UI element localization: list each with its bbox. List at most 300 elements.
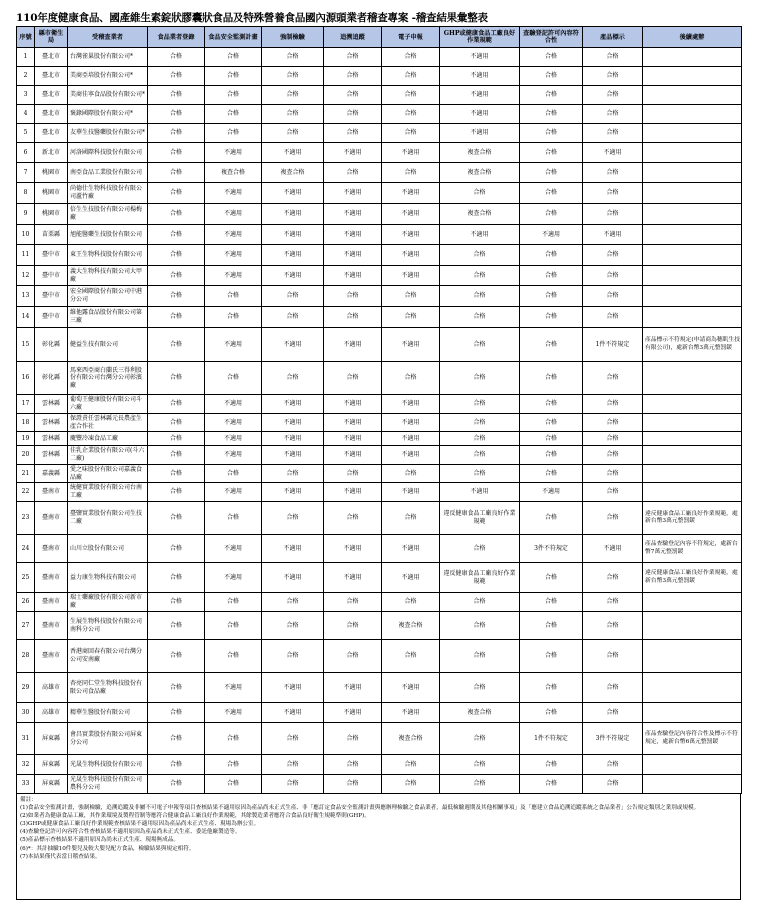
company-cell: 義大生物科技有限公司大甲廠 [68,266,148,286]
remark-cell [643,48,742,67]
city-cell: 臺中市 [35,245,68,266]
table-row [17,755,742,775]
table-row [17,225,742,245]
result-cell: 違反健康食品工廠良好作業規範 [440,563,520,593]
result-cell: 合格 [205,502,262,535]
result-cell: 合格 [583,755,643,775]
result-cell: 合格 [583,204,643,225]
result-cell: 不適用 [440,124,520,143]
company-cell: 旭能醫藥生技股份有限公司 [68,225,148,245]
remark-cell [643,432,742,446]
remark-cell [643,593,742,612]
result-cell: 不適用 [262,266,324,286]
result-cell: 不適用 [324,204,382,225]
result-cell: 不適用 [262,414,324,432]
result-cell: 複查合格 [382,723,440,755]
result-cell: 合格 [520,86,583,105]
column-header: 強制檢驗 [262,27,324,48]
remark-cell [643,225,742,245]
result-cell: 合格 [324,612,382,640]
company-cell: 美商亞培股份有限公司* [68,67,148,86]
result-cell: 不適用 [382,143,440,163]
result-cell: 不適用 [262,563,324,593]
result-cell: 合格 [440,673,520,703]
result-cell: 不適用 [440,86,520,105]
result-cell: 合格 [583,612,643,640]
row-number-cell: 14 [17,307,35,328]
result-cell: 不適用 [262,446,324,465]
row-number-cell: 3 [17,86,35,105]
table-row [17,483,742,502]
note-line: 備註： [20,797,37,803]
result-cell: 合格 [205,67,262,86]
result-cell: 不適用 [520,483,583,502]
table-row [17,143,742,163]
result-cell: 合格 [583,640,643,673]
result-cell: 不適用 [324,328,382,362]
result-cell: 合格 [205,105,262,124]
remark-cell [643,362,742,395]
company-cell: 臺鹽實業股份有限公司生技二廠 [68,502,148,535]
result-cell: 合格 [382,502,440,535]
result-cell: 合格 [520,414,583,432]
result-cell: 合格 [148,124,205,143]
result-cell: 不適用 [205,143,262,163]
result-cell: 合格 [382,307,440,328]
result-cell: 不適用 [262,204,324,225]
result-cell: 合格 [205,465,262,483]
result-cell: 不適用 [382,225,440,245]
remark-cell [643,446,742,465]
city-cell: 臺南市 [35,483,68,502]
result-cell: 不適用 [440,225,520,245]
company-cell: 愛之味股份有限公司嘉義食品廠 [68,465,148,483]
result-cell: 不適用 [324,245,382,266]
result-cell: 合格 [520,395,583,414]
result-cell: 不適用 [324,143,382,163]
table-row [17,307,742,328]
row-number-cell: 20 [17,446,35,465]
result-cell: 合格 [148,328,205,362]
result-cell: 合格 [324,362,382,395]
result-cell: 合格 [440,755,520,775]
remark-cell: 違反健康食品工廠良好作業規範，處新台幣3萬元整罰鍰 [643,563,742,593]
result-cell: 複查合格 [440,204,520,225]
row-number-cell: 32 [17,755,35,775]
company-cell: 倍生生技股份有限公司楊梅廠 [68,204,148,225]
company-cell: 山川立股份有限公司 [68,535,148,563]
note-line: (2)如業者為健康食品工廠，其作業環境及製程管制等應符合健康食品工廠良好作業規範，其餘製造業者應符合食品良好衛生規範準則(GHP)。 [20,813,370,820]
remark-cell [643,124,742,143]
notes-box [16,794,741,900]
table-row [17,414,742,432]
result-cell: 不適用 [205,328,262,362]
result-cell: 複查合格 [440,163,520,183]
result-cell: 合格 [520,703,583,723]
remark-cell [643,86,742,105]
result-cell: 合格 [520,307,583,328]
result-cell: 合格 [324,163,382,183]
result-cell: 合格 [583,502,643,535]
result-cell: 合格 [148,502,205,535]
row-number-cell: 12 [17,266,35,286]
company-cell: 益力康生物科技有限公司 [68,563,148,593]
result-cell: 合格 [205,593,262,612]
result-cell: 合格 [520,775,583,794]
row-number-cell: 26 [17,593,35,612]
result-cell: 不適用 [583,225,643,245]
table-row [17,48,742,67]
result-cell: 不適用 [583,535,643,563]
result-cell: 不適用 [205,414,262,432]
result-cell: 合格 [324,124,382,143]
row-number-cell: 6 [17,143,35,163]
result-cell: 合格 [148,307,205,328]
result-cell: 合格 [324,86,382,105]
result-cell: 合格 [324,775,382,794]
result-cell: 合格 [440,723,520,755]
company-cell: 佳乳企業股份有限公司(斗六二廠) [68,446,148,465]
result-cell: 不適用 [205,703,262,723]
result-cell: 合格 [583,67,643,86]
result-cell: 不適用 [205,535,262,563]
result-cell: 不適用 [382,673,440,703]
remark-cell: 產品查驗登記內容符合性及標示不符規定，處新台幣6萬元整罰鍰 [643,723,742,755]
company-cell: 精華生醫股份有限公司 [68,703,148,723]
result-cell: 合格 [148,535,205,563]
company-cell: 瑞士藥廠股份有限公司新市廠 [68,593,148,612]
result-cell: 合格 [148,266,205,286]
result-cell: 不適用 [382,414,440,432]
result-cell: 合格 [583,703,643,723]
result-cell: 合格 [148,362,205,395]
company-cell: 河洛國際科技股份有限公司 [68,143,148,163]
remark-cell [643,286,742,307]
result-cell: 合格 [382,755,440,775]
company-cell: 慶豐冷凍食品工廠 [68,432,148,446]
result-cell: 合格 [382,362,440,395]
remark-cell [643,703,742,723]
remark-cell [643,612,742,640]
company-cell: 維他露食品股份有限公司第三廠 [68,307,148,328]
row-number-cell: 21 [17,465,35,483]
city-cell: 臺北市 [35,105,68,124]
city-cell: 臺南市 [35,593,68,612]
note-line: (1)食品安全監測計畫，強制檢驗，追溯追蹤及非屬不可電子申報等項目查核結果不適用原因為產品尚未正式生產、非「應訂定食品安全監測計畫與應辦理檢驗之食品業者，最低檢驗週期及其他相關事項」及「應建立食品追溯追蹤系統之食品業者」公告規定類別之業別或規模。 [20,805,700,812]
result-cell: 不適用 [205,432,262,446]
city-cell: 彰化縣 [35,362,68,395]
result-cell: 不適用 [205,673,262,703]
result-cell: 合格 [262,124,324,143]
column-header: 查驗登記許可內容符合性 [520,27,583,48]
result-cell: 合格 [583,286,643,307]
city-cell: 屏東縣 [35,755,68,775]
result-cell: 合格 [262,286,324,307]
result-cell: 不適用 [324,414,382,432]
company-cell: 美商佳寧食品股份有限公司* [68,86,148,105]
result-cell: 合格 [324,755,382,775]
city-cell: 彰化縣 [35,328,68,362]
result-cell: 合格 [148,225,205,245]
result-cell: 合格 [520,432,583,446]
result-cell: 不適用 [205,204,262,225]
table-row [17,703,742,723]
result-cell: 合格 [520,362,583,395]
result-cell: 合格 [583,245,643,266]
result-cell: 合格 [382,86,440,105]
result-cell: 合格 [382,163,440,183]
city-cell: 雲林縣 [35,446,68,465]
result-cell: 合格 [262,775,324,794]
row-number-cell: 22 [17,483,35,502]
result-cell: 合格 [262,307,324,328]
row-number-cell: 2 [17,67,35,86]
result-cell: 合格 [262,502,324,535]
row-number-cell: 16 [17,362,35,395]
row-number-cell: 33 [17,775,35,794]
result-cell: 複查合格 [205,163,262,183]
result-cell: 合格 [520,124,583,143]
row-number-cell: 19 [17,432,35,446]
result-cell: 合格 [520,640,583,673]
result-cell: 不適用 [205,395,262,414]
result-cell: 合格 [583,673,643,703]
company-cell: 生展生物科技股份有限公司南科分公司 [68,612,148,640]
result-cell: 合格 [262,48,324,67]
inspection-results-table [16,26,742,794]
result-cell: 合格 [324,465,382,483]
city-cell: 臺南市 [35,563,68,593]
row-number-cell: 1 [17,48,35,67]
result-cell: 合格 [148,446,205,465]
result-cell: 合格 [205,723,262,755]
result-cell: 合格 [262,593,324,612]
result-cell: 合格 [583,563,643,593]
table-row [17,673,742,703]
result-cell: 不適用 [440,67,520,86]
result-cell: 合格 [520,502,583,535]
result-cell: 合格 [148,183,205,204]
table-row [17,432,742,446]
row-number-cell: 30 [17,703,35,723]
result-cell: 合格 [583,307,643,328]
result-cell: 不適用 [262,143,324,163]
result-cell: 不適用 [262,183,324,204]
result-cell: 合格 [148,483,205,502]
result-cell: 合格 [382,67,440,86]
row-number-cell: 10 [17,225,35,245]
company-cell: 南亞食品工業股份有限公司 [68,163,148,183]
result-cell: 合格 [583,86,643,105]
remark-cell [643,483,742,502]
column-header: 縣市衛生局 [35,27,68,48]
result-cell: 合格 [520,563,583,593]
remark-cell [643,755,742,775]
result-cell: 合格 [583,593,643,612]
result-cell: 合格 [324,593,382,612]
result-cell: 合格 [440,640,520,673]
result-cell: 不適用 [382,563,440,593]
result-cell: 合格 [148,673,205,703]
table-row [17,640,742,673]
company-cell: 葡萄王健康股份有限公司斗六廠 [68,395,148,414]
result-cell: 不適用 [382,432,440,446]
row-number-cell: 23 [17,502,35,535]
result-cell: 合格 [148,286,205,307]
result-cell: 不適用 [262,535,324,563]
result-cell: 合格 [148,48,205,67]
result-cell: 3件不符規定 [520,535,583,563]
table-row [17,204,742,225]
result-cell: 合格 [148,163,205,183]
row-number-cell: 7 [17,163,35,183]
result-cell: 合格 [148,432,205,446]
result-cell: 合格 [583,266,643,286]
row-number-cell: 9 [17,204,35,225]
city-cell: 臺中市 [35,307,68,328]
table-row [17,105,742,124]
result-cell: 合格 [520,183,583,204]
result-cell: 合格 [520,446,583,465]
row-number-cell: 18 [17,414,35,432]
result-cell: 合格 [583,105,643,124]
result-cell: 複查合格 [382,612,440,640]
remark-cell [643,105,742,124]
result-cell: 合格 [324,48,382,67]
result-cell: 合格 [382,775,440,794]
note-line: (6)*：其計抽驗10件嬰兒及較大嬰兒配方食品，檢驗結果與規定相符。 [20,845,195,852]
result-cell: 不適用 [520,225,583,245]
city-cell: 臺中市 [35,286,68,307]
result-cell: 不適用 [324,483,382,502]
remark-cell [643,465,742,483]
result-cell: 複查合格 [262,163,324,183]
result-cell: 合格 [440,286,520,307]
result-cell: 合格 [520,67,583,86]
result-cell: 不適用 [324,446,382,465]
table-row [17,465,742,483]
document-page [16,10,741,900]
result-cell: 合格 [583,775,643,794]
row-number-cell: 28 [17,640,35,673]
row-number-cell: 29 [17,673,35,703]
result-cell: 不適用 [205,446,262,465]
result-cell: 合格 [262,86,324,105]
result-cell: 不適用 [382,245,440,266]
row-number-cell: 17 [17,395,35,414]
result-cell: 合格 [440,307,520,328]
table-row [17,563,742,593]
result-cell: 合格 [440,362,520,395]
result-cell: 合格 [205,86,262,105]
remark-cell [643,266,742,286]
company-cell: 保證責任雲林縣元長農產生產合作社 [68,414,148,432]
row-number-cell: 5 [17,124,35,143]
result-cell: 不適用 [205,183,262,204]
remark-cell [643,775,742,794]
column-header: 產品標示 [583,27,643,48]
result-cell: 不適用 [440,483,520,502]
company-cell: 宏全國際股份有限公司中港分公司 [68,286,148,307]
result-cell: 合格 [382,465,440,483]
column-header: 序號 [17,27,35,48]
result-cell: 3件不符規定 [583,723,643,755]
table-row [17,395,742,414]
table-row [17,593,742,612]
result-cell: 合格 [148,723,205,755]
row-number-cell: 11 [17,245,35,266]
city-cell: 嘉義縣 [35,465,68,483]
city-cell: 臺南市 [35,640,68,673]
result-cell: 合格 [382,124,440,143]
note-line: (4)查驗登記許可內容符合性查核結果不適用原因為產品尚未正式生產、委託他廠製造等。 [20,829,241,836]
page-title: 110年度健康食品、國產維生素錠狀膠囊狀食品及特殊營養食品國內源頭業者稽查專案 -稽查結果彙整表 [16,12,488,24]
result-cell: 不適用 [324,183,382,204]
city-cell: 臺南市 [35,535,68,563]
company-cell: 會昌實業股份有限公司屏東分公司 [68,723,148,755]
result-cell: 合格 [583,48,643,67]
result-cell: 不適用 [262,245,324,266]
result-cell: 不適用 [324,266,382,286]
remark-cell [643,163,742,183]
result-cell: 1件不符規定 [520,723,583,755]
result-cell: 合格 [440,465,520,483]
company-cell: 友華生技醫藥股份有限公司* [68,124,148,143]
result-cell: 1件不符規定 [583,328,643,362]
result-cell: 合格 [324,105,382,124]
result-cell: 合格 [205,775,262,794]
result-cell: 合格 [583,465,643,483]
table-row [17,67,742,86]
city-cell: 新北市 [35,143,68,163]
result-cell: 合格 [520,593,583,612]
result-cell: 合格 [440,535,520,563]
result-cell: 不適用 [382,483,440,502]
remark-cell [643,143,742,163]
result-cell: 合格 [148,414,205,432]
column-header: 追溯追蹤 [324,27,382,48]
result-cell: 合格 [520,105,583,124]
result-cell: 不適用 [262,432,324,446]
result-cell: 合格 [520,266,583,286]
result-cell: 不適用 [262,328,324,362]
result-cell: 合格 [440,432,520,446]
result-cell: 合格 [440,266,520,286]
result-cell: 合格 [440,414,520,432]
result-cell: 合格 [262,465,324,483]
result-cell: 合格 [262,755,324,775]
company-cell: 馬來西亞商白蘭氏三得利股份有限公司台灣分公司彰濱廠 [68,362,148,395]
result-cell: 不適用 [205,563,262,593]
table-row [17,723,742,755]
result-cell: 合格 [520,143,583,163]
result-cell: 合格 [520,612,583,640]
result-cell: 合格 [205,48,262,67]
result-cell: 不適用 [440,48,520,67]
note-line: (3)GHP或健康食品工廠良好作業規範查核結果不適用原因為產品尚未正式生產、現場為辦公室。 [20,821,260,828]
result-cell: 不適用 [382,204,440,225]
result-cell: 合格 [148,67,205,86]
result-cell: 合格 [205,612,262,640]
result-cell: 不適用 [262,225,324,245]
city-cell: 雲林縣 [35,395,68,414]
result-cell: 不適用 [382,535,440,563]
city-cell: 桃園市 [35,163,68,183]
city-cell: 桃園市 [35,183,68,204]
result-cell: 合格 [205,755,262,775]
result-cell: 合格 [324,502,382,535]
result-cell: 不適用 [262,703,324,723]
